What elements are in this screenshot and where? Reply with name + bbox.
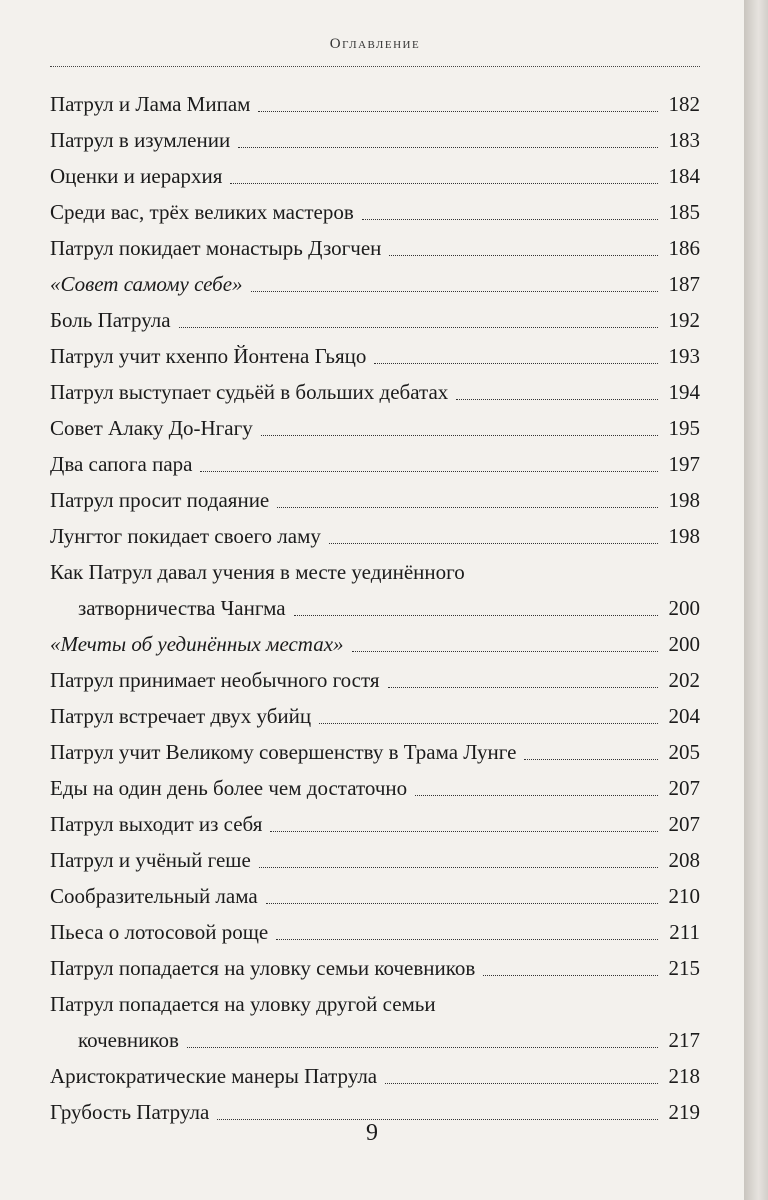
running-header: Оглавление bbox=[329, 36, 421, 52]
dot-leader bbox=[230, 183, 658, 184]
toc-page: 219 bbox=[668, 1100, 700, 1124]
toc-entry bbox=[50, 806, 700, 842]
page-number: 9 bbox=[366, 1120, 378, 1146]
toc-title: Патрул попадается на уловку семьи кочевников bbox=[50, 956, 476, 980]
toc-page: 182 bbox=[668, 92, 700, 116]
dot-leader bbox=[238, 147, 658, 148]
page-edge bbox=[744, 0, 768, 1200]
toc-page: 198 bbox=[668, 524, 700, 548]
toc-title-line1: Патрул попадается на уловку другой семьи bbox=[50, 992, 436, 1016]
dot-leader bbox=[276, 939, 658, 940]
toc-entry bbox=[50, 1058, 700, 1094]
toc-entry bbox=[50, 770, 700, 806]
toc-entry bbox=[50, 86, 700, 122]
toc-page: 210 bbox=[668, 884, 700, 908]
toc-title: Еды на один день более чем достаточно bbox=[50, 776, 408, 800]
toc-entry bbox=[50, 842, 700, 878]
toc-title: Сообразительный лама bbox=[50, 884, 258, 908]
dot-leader bbox=[179, 327, 658, 328]
toc-page: 215 bbox=[668, 956, 700, 980]
toc-entry bbox=[50, 158, 700, 194]
dot-leader bbox=[329, 543, 658, 544]
dot-leader bbox=[251, 291, 658, 292]
toc-title: «Мечты об уединённых местах» bbox=[50, 632, 344, 656]
toc-page: 197 bbox=[668, 452, 700, 476]
toc-title: Патрул и учёный геше bbox=[50, 848, 251, 872]
toc-entry bbox=[50, 626, 700, 662]
dot-leader bbox=[294, 615, 658, 616]
dot-leader bbox=[374, 363, 658, 364]
dot-leader bbox=[270, 831, 658, 832]
toc-entry bbox=[50, 878, 700, 914]
dot-leader bbox=[524, 759, 658, 760]
toc-title: Патрул принимает необычного гостя bbox=[50, 668, 380, 692]
toc-page: 187 bbox=[668, 272, 700, 296]
dot-leader bbox=[200, 471, 658, 472]
toc-entry bbox=[50, 410, 700, 446]
toc-page: 218 bbox=[668, 1064, 700, 1088]
toc-page: 183 bbox=[668, 128, 700, 152]
toc-title: Грубость Патрула bbox=[50, 1100, 210, 1124]
toc-title-line1: Как Патрул давал учения в месте уединённого bbox=[50, 560, 465, 584]
header-rule bbox=[50, 66, 700, 67]
dot-leader bbox=[352, 651, 658, 652]
dot-leader bbox=[415, 795, 658, 796]
toc-page: 208 bbox=[668, 848, 700, 872]
toc-title: Патрул выступает судьёй в больших дебатах bbox=[50, 380, 449, 404]
toc-title: Патрул в изумлении bbox=[50, 128, 231, 152]
toc-entry bbox=[50, 518, 700, 554]
toc-entry bbox=[50, 662, 700, 698]
toc-page: 200 bbox=[668, 596, 700, 620]
toc-page: 195 bbox=[668, 416, 700, 440]
dot-leader bbox=[483, 975, 658, 976]
toc-title: Патрул учит Великому совершенству в Трама Лунге bbox=[50, 740, 517, 764]
dot-leader bbox=[266, 903, 658, 904]
toc-entry bbox=[50, 446, 700, 482]
dot-leader bbox=[385, 1083, 658, 1084]
toc-title: «Совет самому себе» bbox=[50, 272, 243, 296]
toc-entry bbox=[50, 986, 700, 1058]
toc-title: Оценки и иерархия bbox=[50, 164, 223, 188]
toc-page: 202 bbox=[668, 668, 700, 692]
toc-page: 204 bbox=[668, 704, 700, 728]
dot-leader bbox=[456, 399, 658, 400]
toc-page: 192 bbox=[668, 308, 700, 332]
toc-title: Патрул встречает двух убийц bbox=[50, 704, 312, 728]
toc-page: 211 bbox=[669, 920, 700, 944]
dot-leader bbox=[187, 1047, 658, 1048]
toc-title: Лунгтог покидает своего ламу bbox=[50, 524, 321, 548]
toc-title: Аристократические манеры Патрула bbox=[50, 1064, 378, 1088]
dot-leader bbox=[258, 111, 658, 112]
toc-page: 186 bbox=[668, 236, 700, 260]
toc-page: 185 bbox=[668, 200, 700, 224]
toc-entry bbox=[50, 302, 700, 338]
dot-leader bbox=[261, 435, 658, 436]
toc-entry bbox=[50, 554, 700, 626]
dot-leader bbox=[389, 255, 658, 256]
table-of-contents bbox=[50, 86, 700, 1130]
toc-entry bbox=[50, 194, 700, 230]
toc-entry bbox=[50, 338, 700, 374]
toc-entry bbox=[50, 482, 700, 518]
toc-page: 205 bbox=[668, 740, 700, 764]
toc-title: Среди вас, трёх великих мастеров bbox=[50, 200, 354, 224]
toc-entry bbox=[50, 914, 700, 950]
toc-entry bbox=[50, 266, 700, 302]
toc-title: Патрул просит подаяние bbox=[50, 488, 270, 512]
toc-entry bbox=[50, 734, 700, 770]
toc-title: Патрул учит кхенпо Йонтена Гьяцо bbox=[50, 344, 367, 368]
toc-entry bbox=[50, 950, 700, 986]
toc-title-line2: кочевников bbox=[78, 1028, 179, 1052]
toc-page: 207 bbox=[668, 812, 700, 836]
toc-title: Совет Алаку До-Нгагу bbox=[50, 416, 253, 440]
toc-entry bbox=[50, 122, 700, 158]
toc-title: Два сапога пара bbox=[50, 452, 193, 476]
toc-title: Патрул выходит из себя bbox=[50, 812, 263, 836]
toc-page: 200 bbox=[668, 632, 700, 656]
toc-title-line2: затворничества Чангма bbox=[78, 596, 286, 620]
toc-title: Патрул покидает монастырь Дзогчен bbox=[50, 236, 382, 260]
toc-page: 194 bbox=[668, 380, 700, 404]
dot-leader bbox=[362, 219, 658, 220]
toc-entry bbox=[50, 698, 700, 734]
toc-page: 217 bbox=[668, 1028, 700, 1052]
toc-page: 193 bbox=[668, 344, 700, 368]
toc-title: Пьеса о лотосовой роще bbox=[50, 920, 269, 944]
toc-entry bbox=[50, 374, 700, 410]
toc-title: Боль Патрула bbox=[50, 308, 171, 332]
toc-page: 184 bbox=[668, 164, 700, 188]
toc-page: 207 bbox=[668, 776, 700, 800]
dot-leader bbox=[388, 687, 658, 688]
dot-leader bbox=[277, 507, 658, 508]
toc-title: Патрул и Лама Мипам bbox=[50, 92, 251, 116]
toc-page: 198 bbox=[668, 488, 700, 512]
toc-entry bbox=[50, 230, 700, 266]
dot-leader bbox=[259, 867, 658, 868]
dot-leader bbox=[319, 723, 658, 724]
